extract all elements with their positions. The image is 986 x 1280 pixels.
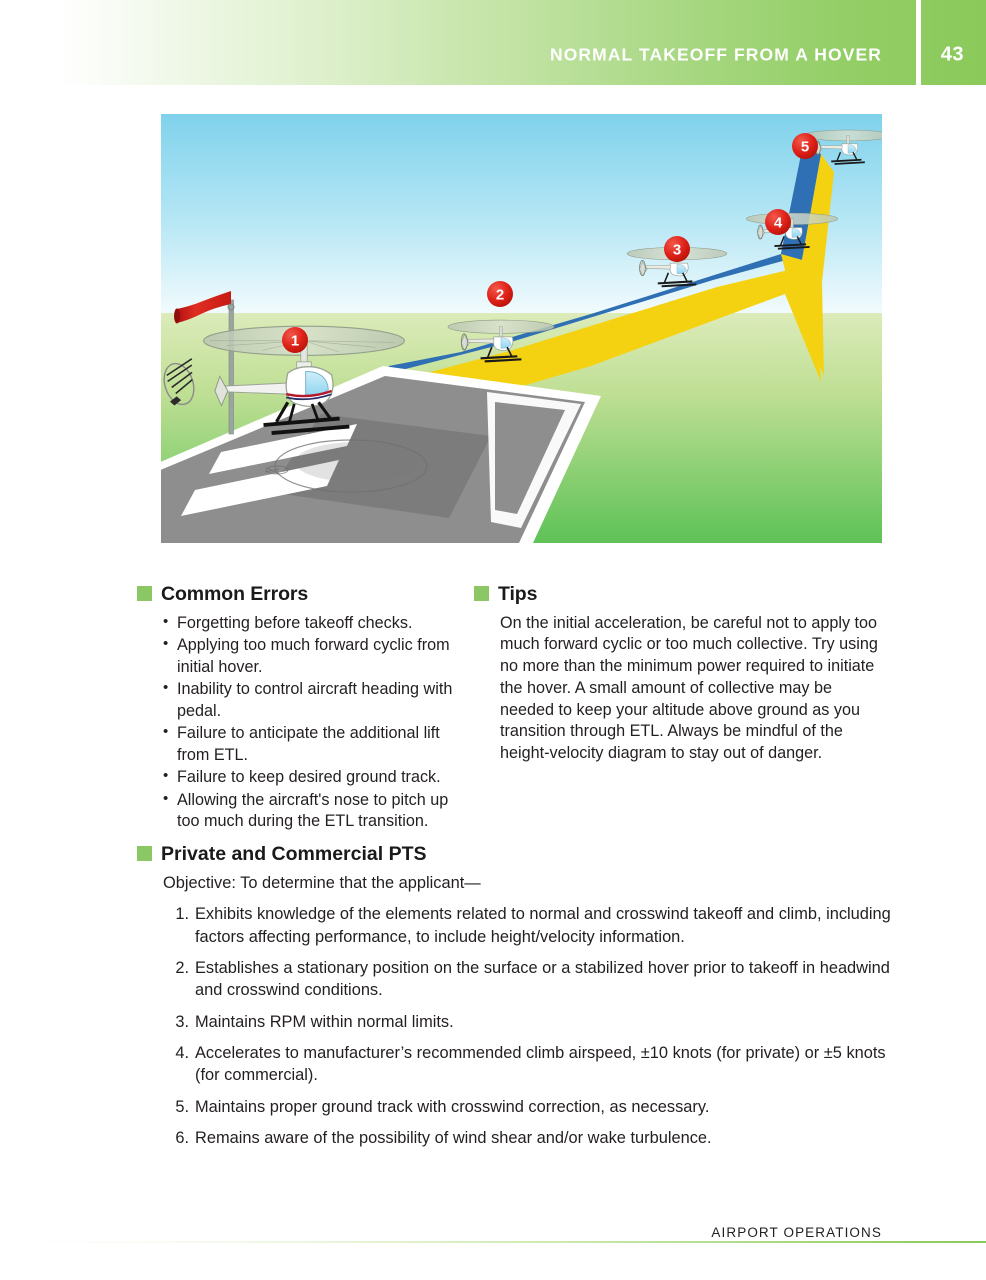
illustration-svg xyxy=(161,114,882,543)
takeoff-sequence-illustration xyxy=(161,114,882,543)
pts-heading xyxy=(137,843,892,866)
green-square-icon xyxy=(474,586,489,601)
tips-section xyxy=(474,585,880,765)
callout-2 xyxy=(487,281,513,307)
list-item: • Forgetting before takeoff checks. xyxy=(163,613,462,635)
svg-text:1: 1 xyxy=(290,332,300,350)
green-square-icon xyxy=(137,586,152,601)
tips-body-text: On the initial acceleration, be careful not to apply too much forward cyclic or too much collective. Try using no more than the minimum power required to initiate the hover. A small amount of collective may be needed to keep your altitude above ground as you transition through ETL. Always be mindful of the height-velocity diagram to stay out of danger. xyxy=(500,613,878,763)
pts-list xyxy=(137,903,892,1149)
list-item: Maintains proper ground track with crosswind correction, as necessary. xyxy=(195,1097,710,1116)
svg-text:5: 5 xyxy=(800,138,810,156)
list-item: • Applying too much forward cyclic from initial hover. xyxy=(163,635,462,678)
tips-heading-text: Tips xyxy=(498,583,538,605)
svg-text:3: 3 xyxy=(672,241,682,259)
callout-5 xyxy=(792,133,818,159)
pts-objective-text: Objective: To determine that the applicant— xyxy=(163,874,481,892)
pts-section xyxy=(137,843,892,1158)
callout-3 xyxy=(664,236,690,262)
common-errors-section xyxy=(137,585,462,834)
pts-heading-text: Private and Commercial PTS xyxy=(161,843,427,865)
green-square-icon xyxy=(137,846,152,861)
page-title: NORMAL TAKEOFF FROM A HOVER xyxy=(549,44,882,65)
list-item: Exhibits knowledge of the elements related to normal and crosswind takeoff and climb, including factors affecting performance, to include height/velocity information. xyxy=(195,905,891,946)
footer-chapter-label: AIRPORT OPERATIONS xyxy=(711,1225,882,1240)
list-item: Accelerates to manufacturer’s recommended climb airspeed, ±10 knots (for private) or ±5 knots (for commercial). xyxy=(195,1043,886,1085)
page-number: 43 xyxy=(940,43,964,66)
list-item: • Allowing the aircraft's nose to pitch up too much during the ETL transition. xyxy=(163,790,462,833)
page-header-band xyxy=(0,0,986,85)
footer-rule xyxy=(0,1241,986,1243)
list-item: Remains aware of the possibility of wind shear and/or wake turbulence. xyxy=(195,1128,712,1147)
common-errors-heading xyxy=(137,585,462,605)
svg-text:4: 4 xyxy=(773,214,783,232)
header-divider xyxy=(916,0,921,85)
tips-heading xyxy=(474,585,880,605)
list-item: Maintains RPM within normal limits. xyxy=(195,1012,454,1031)
svg-text:2: 2 xyxy=(495,286,505,304)
list-item: Establishes a stationary position on the surface or a stabilized hover prior to takeoff in headwind and crosswind conditions. xyxy=(195,958,890,1000)
callout-1 xyxy=(282,327,308,353)
list-item: • Failure to anticipate the additional lift from ETL. xyxy=(163,723,462,766)
list-item: • Failure to keep desired ground track. xyxy=(163,767,462,789)
common-errors-list xyxy=(137,613,462,833)
list-item: • Inability to control aircraft heading with pedal. xyxy=(163,679,462,722)
callout-4 xyxy=(765,209,791,235)
common-errors-heading-text: Common Errors xyxy=(161,583,309,605)
